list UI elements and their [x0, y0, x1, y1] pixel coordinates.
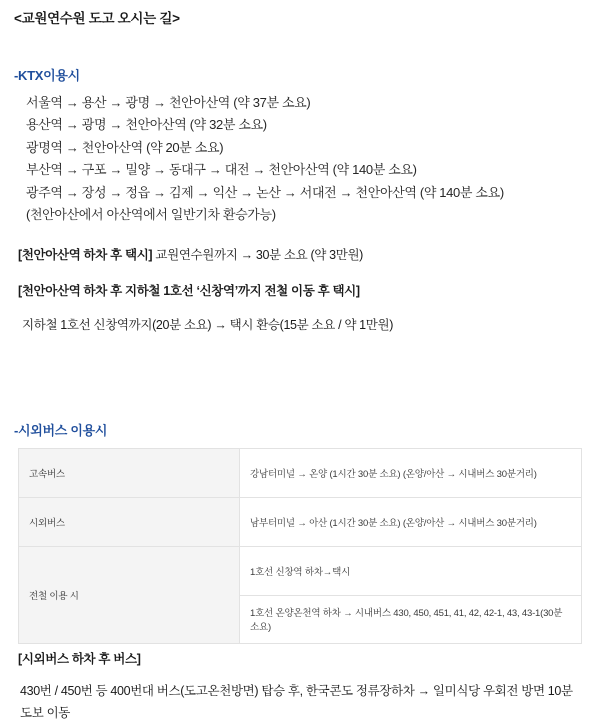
table-row	[19, 547, 582, 644]
list-item: (천안아산에서 아산역에서 일반기차 환승가능)	[26, 207, 276, 223]
after-bus-heading: [시외버스 하차 후 버스]	[18, 652, 141, 666]
table-row	[19, 449, 582, 498]
after-bus-body: 430번 / 450번 등 400번대 버스(도고온천방면) 탑승 후, 한국콘도 정류장하차 → 일미식당 우회전 방면 10분 도보 이동	[20, 684, 573, 720]
list-item: 서울역 → 용산 → 광명 → 천안아산역 (약 37분 소요)	[26, 95, 311, 110]
table-row-value: 강남터미널 → 온양 (1시간 30분 소요) (온양/아산 → 시내버스 30분거리)	[240, 449, 582, 498]
ktx-subway-detail: 지하철 1호선 신창역까지(20분 소요) → 택시 환승(15분 소요 / 약 1만원)	[22, 318, 394, 332]
ktx-route-list	[26, 92, 586, 226]
section-heading-ktx: -KTX이용시	[14, 68, 80, 83]
ktx-taxi-detail: 교원연수원까지 → 30분 소요 (약 3만원)	[152, 248, 363, 262]
table-row-label: 시외버스	[19, 498, 240, 547]
list-item: 광명역 → 천안아산역 (약 20분 소요)	[26, 139, 224, 155]
table-row-value-group	[240, 547, 582, 644]
table-row-label: 고속버스	[19, 449, 240, 498]
table-row	[19, 498, 582, 547]
ktx-taxi-label: [천안아산역 하차 후 택시]	[18, 248, 153, 262]
ktx-subway-label: [천안아산역 하차 후 지하철 1호선 ‘신창역’까지 전철 이동 후 택시]	[18, 284, 360, 298]
table-row-value: 남부터미널 → 아산 (1시간 30분 소요) (온양/아산 → 시내버스 30분거리)	[240, 498, 582, 547]
bus-table	[18, 448, 582, 644]
list-item: 부산역 → 구포 → 밀양 → 동대구 → 대전 → 천안아산역 (약 140분 소요)	[26, 162, 417, 178]
table-row-value: 1호선 신창역 하차→택시	[250, 567, 351, 578]
ktx-taxi-line	[18, 245, 363, 263]
list-item: 광주역 → 장성 → 정읍 → 김제 → 익산 → 논산 → 서대전 → 천안아산역 (약 140분 소요)	[26, 184, 504, 200]
list-item: 용산역 → 광명 → 천안아산역 (약 32분 소요)	[26, 117, 267, 133]
section-heading-bus: -시외버스 이용시	[14, 423, 108, 438]
table-row-label: 전철 이용 시	[19, 547, 240, 644]
page-title: <교원연수원 도고 오시는 길>	[14, 11, 180, 26]
table-row-value: 1호선 온양온천역 하차 → 시내버스 430, 450, 451, 41, 42, 42-1, 43, 43-1(30분소요)	[240, 595, 581, 643]
